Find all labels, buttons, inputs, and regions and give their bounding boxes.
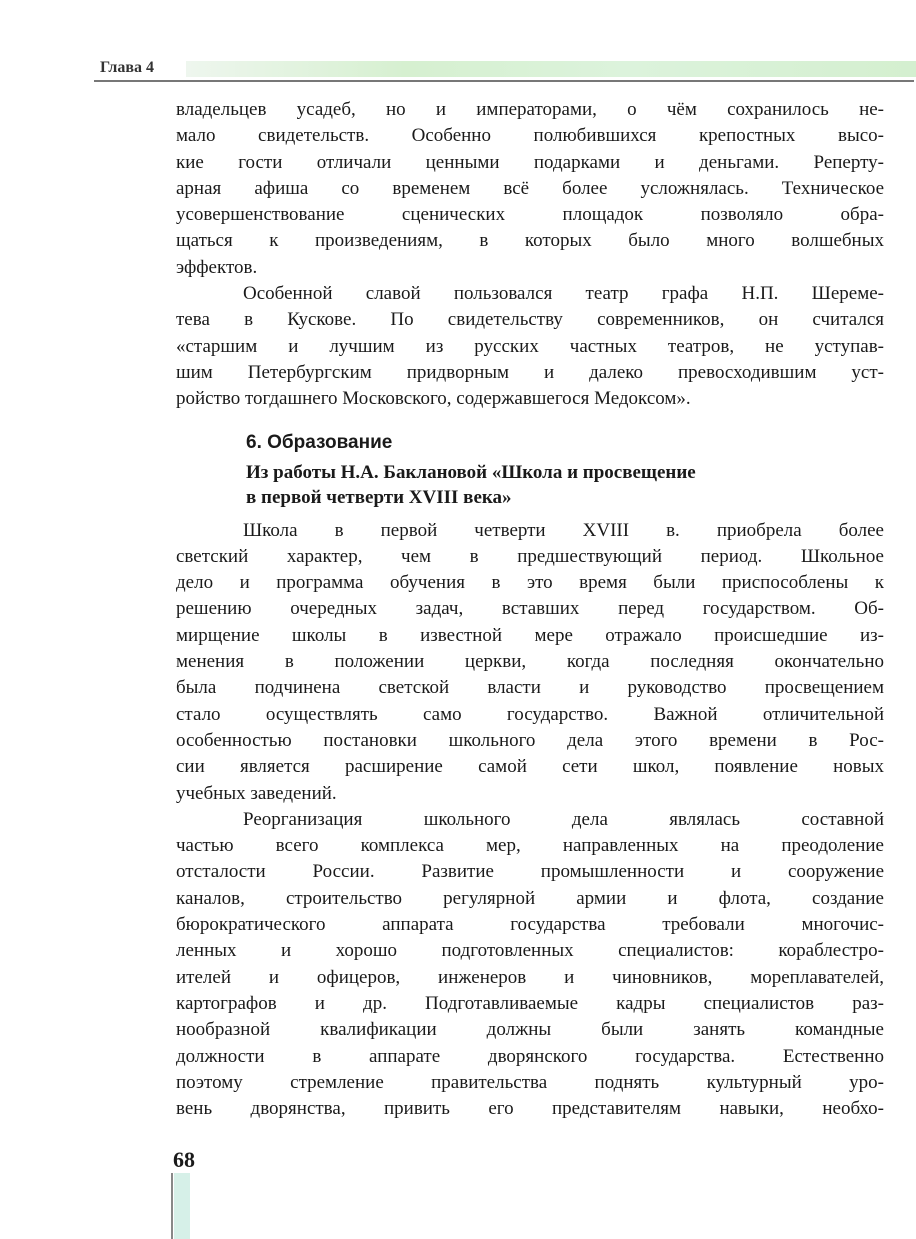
text-line: особенностью постановки школьного дела этого времени в Рос- [176, 729, 884, 751]
paragraph [176, 518, 884, 807]
paragraph [176, 807, 884, 1123]
section-subtitle [176, 460, 884, 510]
paragraph [176, 97, 884, 281]
text-line: должности в аппарате дворянского государства. Естественно [176, 1045, 884, 1067]
text-line: картографов и др. Подготавливаемые кадры специалистов раз- [176, 992, 884, 1014]
subtitle-line: Из работы Н.А. Баклановой «Школа и просвещение [246, 461, 696, 483]
running-header [94, 58, 914, 80]
page-number: 68 [173, 1147, 195, 1172]
text-line: Школа в первой четверти XVIII в. приобрела более [243, 519, 884, 541]
text-line: «старшим и лучшим из русских частных театров, не уступав- [176, 335, 884, 357]
text-after [176, 518, 884, 1123]
text-line: светский характер, чем в предшествующий период. Школьное [176, 545, 884, 567]
text-line: учебных заведений. [176, 782, 337, 804]
text-line: бюрократического аппарата государства требовали многочис- [176, 914, 884, 936]
margin-rule [171, 1173, 173, 1239]
text-line: частью всего комплекса мер, направленных на преодоление [176, 835, 884, 857]
text-line: Особенной славой пользовался театр графа Н.П. Шереме- [243, 283, 884, 305]
header-band [186, 61, 916, 77]
section-title: 6. Образование [246, 431, 393, 453]
subtitle-line: в первой четверти XVIII века» [246, 486, 512, 508]
text-line: решению очередных задач, вставших перед государством. Об- [176, 598, 884, 620]
header-rule [94, 80, 914, 82]
text-line: кие гости отличали ценными подарками и деньгами. Реперту- [176, 151, 884, 173]
chapter-title: Глава 4 [100, 59, 154, 76]
text-line: шим Петербургским придворным и далеко превосходившим уст- [176, 361, 884, 383]
text-line: каналов, строительство регулярной армии и флота, создание [176, 887, 884, 909]
text-line: была подчинена светской власти и руководство просвещением [176, 677, 884, 699]
text-line: нообразной квалификации должны были занять командные [176, 1019, 884, 1041]
text-line: ителей и офицеров, инженеров и чиновников, мореплавателей, [176, 966, 884, 988]
text-line: вень дворянства, привить его представителям навыки, необхо- [176, 1098, 884, 1120]
text-line: ленных и хорошо подготовленных специалистов: кораблестро- [176, 940, 884, 962]
paragraph [176, 281, 884, 412]
text-line: арная афиша со временем всё более усложнялась. Техническое [176, 177, 884, 199]
text-line: Реорганизация школьного дела являлась составной [243, 808, 884, 830]
text-line: усовершенствование сценических площадок позволяло обра- [176, 204, 884, 226]
text-line: поэтому стремление правительства поднять культурный уро- [176, 1071, 884, 1093]
text-before [176, 97, 884, 413]
text-line: щаться к произведениям, в которых было много волшебных [176, 230, 884, 252]
text-line: дело и программа обучения в это время были приспособлены к [176, 572, 884, 594]
text-line: владельцев усадеб, но и императорами, о чём сохранилось не- [176, 99, 884, 120]
text-line: мирщение школы в известной мере отражало происшедшие из- [176, 624, 884, 646]
text-line: ройство тогдашнего Московского, содержавшегося Медоксом». [176, 388, 691, 410]
text-line: менения в положении церкви, когда последняя окончательно [176, 651, 884, 673]
text-line: отсталости России. Развитие промышленности и сооружение [176, 861, 884, 883]
text-line: сии является расширение самой сети школ, появление новых [176, 756, 884, 778]
text-line: тева в Кускове. По свидетельству современников, он считался [176, 309, 884, 331]
text-line: эффектов. [176, 256, 258, 278]
text-line: стало осуществлять само государство. Важной отличительной [176, 703, 884, 725]
text-line: мало свидетельств. Особенно полюбившихся крепостных высо- [176, 125, 884, 147]
margin-band [174, 1173, 190, 1239]
page-content [176, 97, 884, 1122]
